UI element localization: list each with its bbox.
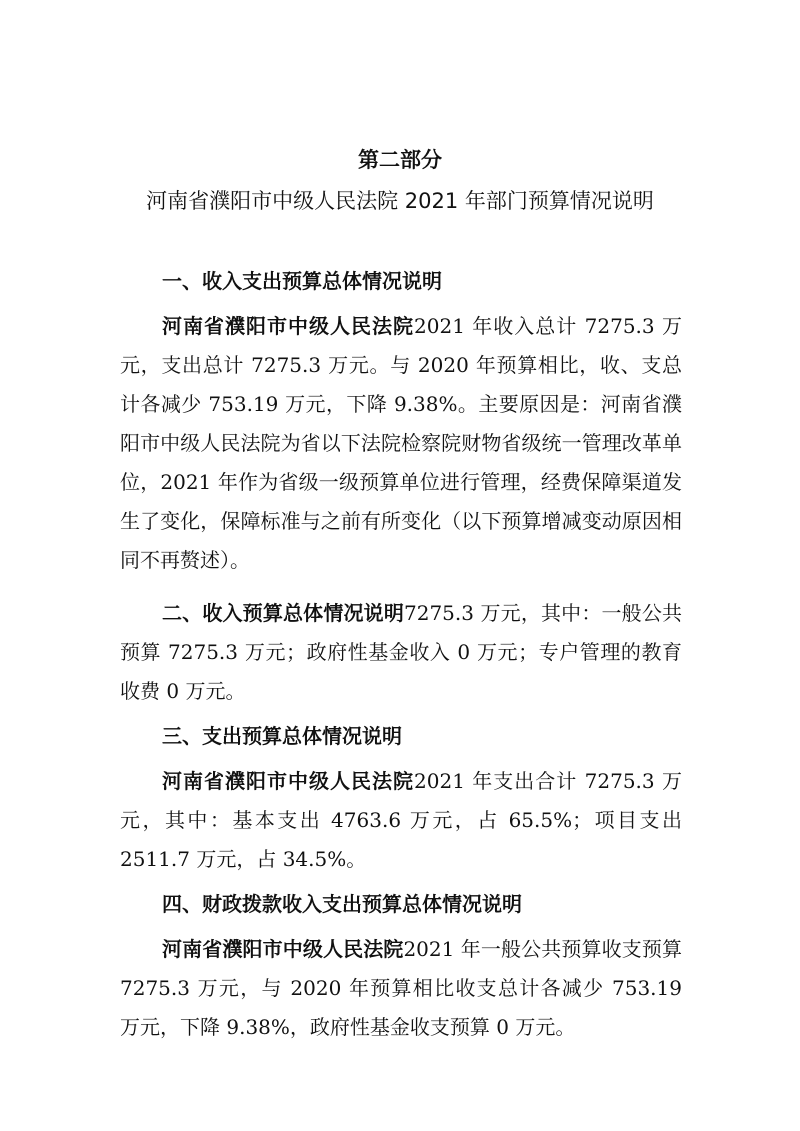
document-body xyxy=(120,262,682,1047)
section-paragraph-1 xyxy=(120,307,682,580)
section-paragraph-4 xyxy=(120,930,682,1047)
section-paragraph-3 xyxy=(120,762,682,879)
paragraph-lead: 河南省濮阳市中级人民法院 xyxy=(162,937,404,961)
paragraph-lead: 河南省濮阳市中级人民法院 xyxy=(162,314,415,338)
document-title: 河南省濮阳市中级人民法院 2021 年部门预算情况说明 xyxy=(146,189,654,213)
paragraph-text: 2021 年收入总计 7275.3 万元，支出总计 7275.3 万元。与 2020 年预算相比，收、支总计各减少 753.19 万元，下降 9.38%。主要原因是：河南省濮阳市中级人民法院为省以下法院检察院财物省级统一管理改革单位，2021 年作为省级一级预算单位进行管理，经费保障渠道发生了变化，保障标准与之前有所变化（以下预算增减变动原因相同不再赘述）。 xyxy=(120,314,683,572)
section-heading-1: 一、收入支出预算总体情况说明 xyxy=(162,269,442,293)
paragraph-lead: 河南省濮阳市中级人民法院 xyxy=(162,769,415,793)
part-title: 第二部分 xyxy=(358,148,442,172)
section-paragraph-2 xyxy=(120,594,682,711)
paragraph-text: 2021 年一般公共预算收支预算 7275.3 万元，与 2020 年预算相比收支总计各减少 753.19 万元，下降 9.38%，政府性基金收支预算 0 万元。 xyxy=(120,937,683,1039)
paragraph-text: 2021 年支出合计 7275.3 万元，其中：基本支出 4763.6 万元，占 65.5%；项目支出 2511.7 万元，占 34.5%。 xyxy=(120,769,683,871)
section-heading-4: 四、财政拨款收入支出预算总体情况说明 xyxy=(162,892,522,916)
section-heading-2: 二、收入预算总体情况说明 xyxy=(162,601,404,625)
section-heading-3: 三、支出预算总体情况说明 xyxy=(162,724,402,748)
paragraph-text: 7275.3 万元，其中：一般公共预算 7275.3 万元；政府性基金收入 0 万元；专户管理的教育收费 0 万元。 xyxy=(120,601,682,703)
